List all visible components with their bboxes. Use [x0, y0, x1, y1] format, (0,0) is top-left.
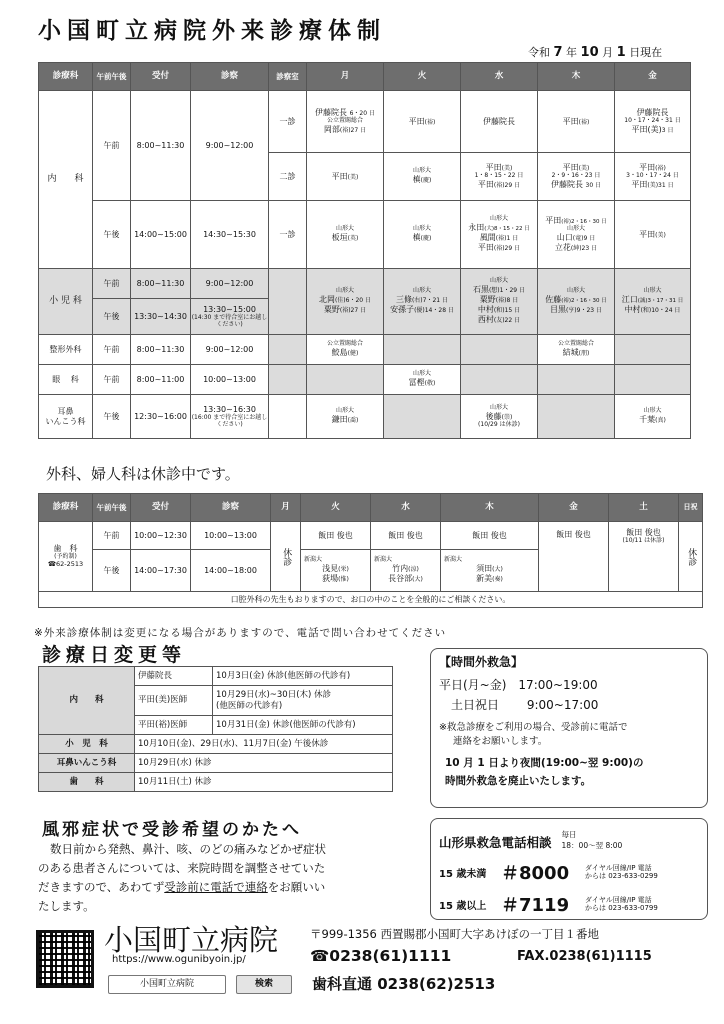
- header-reception: 受付: [131, 63, 191, 91]
- cell-n1-mon: 伊藤院長 6・20 日 公立置賜総合 岡部(裕)27 日: [307, 91, 384, 153]
- cell-empty: [538, 365, 615, 395]
- reception-time: 8:00~11:00: [131, 365, 191, 395]
- ampm-am: 午前: [93, 522, 131, 550]
- chg-who: 平田(裕)医師: [135, 716, 213, 735]
- reception-time: 14:00~15:00: [131, 201, 191, 269]
- emergency-note-2: 連絡をお願いします。: [453, 736, 548, 747]
- ampm-pm: 午後: [93, 299, 131, 335]
- dept-ent: 耳鼻 いんこう科: [39, 395, 93, 439]
- emergency-notice-1: 10 月 1 日より夜間(19:00~翌 9:00)の: [445, 757, 644, 769]
- emergency-notice-2: 時間外救急を廃止いたします。: [445, 775, 592, 787]
- reception-time: 12:30~16:00: [131, 395, 191, 439]
- reception-time: 10:00~12:30: [131, 522, 191, 550]
- dental-am-tue: 飯田 俊也: [301, 522, 371, 550]
- cell-j-mon: 山形大 鎌田(喬): [307, 395, 384, 439]
- changes-title: 診療日変更等: [42, 644, 187, 666]
- cell-s-thu: 山形大 佐藤(裕)2・16・30 日 目黒(亨)9・23 日: [538, 269, 615, 335]
- consult-line-label: ダイヤル回線/IP 電話: [585, 895, 652, 904]
- cell-j-fri: 山形大 千葉(真): [615, 395, 691, 439]
- cell-n2-wed: 平田(美) 1・8・15・22 日 平田(裕)29 日: [461, 153, 538, 201]
- emergency-note-1: ※救急診療をご利用の場合、受診前に電話で: [439, 722, 628, 733]
- emergency-weekday: 平日(月~金) 17:00~19:00: [439, 678, 598, 692]
- exam-time: 9:00~12:00: [191, 269, 269, 299]
- as-of-date: 令和 7 年 10 月 1 日現在: [528, 45, 663, 60]
- schedule-change-warning: ※外来診療体制は変更になる場合がありますので、電話で問い合わせてください: [34, 627, 447, 639]
- cell-s-mon: 山形大 北岡(佳)6・20 日 粟野(裕)27 日: [307, 269, 384, 335]
- cell-np-wed: 山形大 永田(大)8・15・22 日 風間(裕)1 日 平田(裕)29 日: [461, 201, 538, 269]
- consult-over-15: 15 歳以上: [439, 900, 487, 912]
- chg-who: 平田(美)医師: [135, 686, 213, 716]
- header-tue: 火: [384, 63, 461, 91]
- cell-n1-wed: 伊藤院長: [461, 91, 538, 153]
- changes-table: [38, 666, 393, 792]
- room-label: 一診: [269, 91, 307, 153]
- dental-mon-closed: 休診: [271, 522, 301, 592]
- dental-sun-closed: 休診: [679, 522, 703, 592]
- cell-empty: [461, 365, 538, 395]
- dental-header-wed: 水: [371, 494, 441, 522]
- cell-sk-mon: 公立置賜総合 鮫島(健): [307, 335, 384, 365]
- dept-ophthalmology: 眼 科: [39, 365, 93, 395]
- cell-empty: [615, 335, 691, 365]
- cell-n2-tue: 山形大 槙(慶): [384, 153, 461, 201]
- ampm-pm: 午後: [93, 550, 131, 592]
- cell-n2-fri: 平田(裕) 3・10・17・24 日 平田(美)31 日: [615, 153, 691, 201]
- cell-empty: [538, 395, 615, 439]
- dental-header-fri: 金: [539, 494, 609, 522]
- cell-empty: [615, 365, 691, 395]
- dental-fri: 飯田 俊也: [539, 522, 609, 592]
- dental-pm-thu: 新潟大 須田(大) 新美(奏): [441, 550, 539, 592]
- hospital-url[interactable]: https://www.ogunibyoin.jp/: [112, 954, 246, 965]
- reception-time: 8:00~11:30: [131, 91, 191, 201]
- dental-pm-wed: 新潟大 竹内(涼) 長谷部(大): [371, 550, 441, 592]
- hospital-tel: ☎0238(61)1111: [310, 947, 452, 965]
- ampm-am: 午前: [93, 269, 131, 299]
- chg-dept-pediatrics: 小 児 科: [39, 735, 135, 754]
- chg-detail: 10月11日(土) 休診: [135, 773, 393, 792]
- qr-code-icon[interactable]: [36, 930, 94, 988]
- consult-line-label: ダイヤル回線/IP 電話: [585, 863, 652, 872]
- after-hours-emergency-box: [430, 648, 708, 808]
- header-wed: 水: [461, 63, 538, 91]
- cell-g-tue: 山形大 冨樫(敬): [384, 365, 461, 395]
- header-dept: 診療科: [39, 63, 93, 91]
- dental-header-sat: 土: [609, 494, 679, 522]
- hospital-name: 小国町立病院: [104, 923, 279, 957]
- room-empty: [269, 395, 307, 439]
- chg-dept-internal: 内 科: [39, 667, 135, 735]
- consult-hours: 18：00～翌 8:00: [561, 841, 623, 850]
- dept-pediatrics: 小 児 科: [39, 269, 93, 335]
- chg-detail: 10月3日(金) 休診(他医師の代診有): [213, 667, 393, 686]
- chg-detail: 10月10日(金)、29日(水)、11月7日(金) 午後休診: [135, 735, 393, 754]
- dental-header-ampm: 午前午後: [93, 494, 131, 522]
- chg-dept-ent: 耳鼻いんこう科: [39, 754, 135, 773]
- dental-header-mon: 月: [271, 494, 301, 522]
- exam-time: 10:00~13:00: [191, 522, 271, 550]
- cell-n1-thu: 平田(裕): [538, 91, 615, 153]
- dental-header-reception: 受付: [131, 494, 191, 522]
- cell-empty: [384, 395, 461, 439]
- ampm-am: 午前: [93, 335, 131, 365]
- exam-time: 13:30~16:30 (16:00 まで待合室にお越しください): [191, 395, 269, 439]
- ampm-pm: 午後: [93, 395, 131, 439]
- cell-n2-thu: 平田(美) 2・9・16・23 日 伊藤院長 30 日: [538, 153, 615, 201]
- consult-under-15: 15 歳未満: [439, 868, 487, 880]
- header-fri: 金: [615, 63, 691, 91]
- exam-time: 14:30~15:30: [191, 201, 269, 269]
- chg-dept-dental: 歯 科: [39, 773, 135, 792]
- room-empty: [269, 365, 307, 395]
- cell-np-tue: 山形大 槙(慶): [384, 201, 461, 269]
- hospital-address: 〒999-1356 西置賜郡小国町大字あけぼの一丁目１番地: [310, 927, 600, 941]
- emergency-weekend: 土日祝日 9:00~17:00: [451, 698, 599, 712]
- ampm-pm: 午後: [93, 201, 131, 269]
- dental-header-sun: 日祝: [679, 494, 703, 522]
- header-ampm: 午前午後: [93, 63, 131, 91]
- room-empty: [269, 269, 307, 335]
- cell-j-wed: 山形大 後藤(崇) (10/29 は休診): [461, 395, 538, 439]
- cell-n2-mon: 平田(美): [307, 153, 384, 201]
- consult-8000: ＃8000: [501, 863, 570, 884]
- dental-header-exam: 診察: [191, 494, 271, 522]
- cell-n1-fri: 伊藤院長 10・17・24・31 日 平田(美)3 日: [615, 91, 691, 153]
- exam-time: 13:30~15:00 (14:30 まで待合室にお越しください): [191, 299, 269, 335]
- chg-detail: 10月31日(金) 休診(他医師の代診有): [213, 716, 393, 735]
- cell-empty: [307, 365, 384, 395]
- exam-time: 9:00~12:00: [191, 91, 269, 201]
- emergency-phone-consult-box: [430, 818, 708, 920]
- exam-time: 10:00~13:00: [191, 365, 269, 395]
- outpatient-schedule-table: [38, 62, 691, 439]
- dept-orthopedics: 整形外科: [39, 335, 93, 365]
- reception-time: 8:00~11:30: [131, 335, 191, 365]
- exam-time: 14:00~18:00: [191, 550, 271, 592]
- closed-departments-note: 外科、婦人科は休診中です。: [46, 465, 240, 483]
- cell-empty: [461, 335, 538, 365]
- reception-time: 14:00~17:30: [131, 550, 191, 592]
- chg-detail: 10月29日(水) 休診: [135, 754, 393, 773]
- cold-symptoms-text: 数日前から発熱、鼻汁、咳、のどの痛みなどかぜ症状 のある患者さんについては、来院時間を調整させていた だきますので、あわてず受診前に電話で連絡をお願いい たします。: [38, 842, 326, 913]
- cell-n1-tue: 平田(裕): [384, 91, 461, 153]
- cell-empty: [384, 335, 461, 365]
- page-title: 小国町立病院外来診療体制: [38, 18, 386, 44]
- dental-am-wed: 飯田 俊也: [371, 522, 441, 550]
- exam-time: 9:00~12:00: [191, 335, 269, 365]
- cell-np-thu: 平田(裕)2・16・30 日 山形大 山口(竜)9 日 立花(紳)23 日: [538, 201, 615, 269]
- hospital-fax: FAX.0238(61)1115: [517, 949, 652, 964]
- reception-time: 8:00~11:30: [131, 269, 191, 299]
- cell-np-mon: 山形大 板垣(英): [307, 201, 384, 269]
- emergency-title: 【時間外救急】: [439, 655, 524, 669]
- dental-sat: 飯田 俊也 (10/11 は休診): [609, 522, 679, 592]
- header-mon: 月: [307, 63, 384, 91]
- dental-footer-note: 口腔外科の先生もおりますので、お口の中のことを全般的にご相談ください。: [39, 592, 703, 608]
- dept-dental: 歯 科 (予約制) ☎62-2513: [39, 522, 93, 592]
- header-thu: 木: [538, 63, 615, 91]
- dental-header-thu: 木: [441, 494, 539, 522]
- dental-header-dept: 診療科: [39, 494, 93, 522]
- room-label: 二診: [269, 153, 307, 201]
- cold-symptoms-title: 風邪症状で受診希望のかたへ: [42, 820, 302, 840]
- search-button[interactable]: 検索: [236, 975, 292, 994]
- room-empty: [269, 335, 307, 365]
- cell-sk-thu: 公立置賜総合 結城(朋): [538, 335, 615, 365]
- chg-detail: 10月29日(水)~30日(木) 休診 (他医師の代診有): [213, 686, 393, 716]
- consult-hours-label: 毎日: [561, 830, 577, 839]
- search-input[interactable]: 小国町立病院: [108, 975, 226, 994]
- header-exam: 診察: [191, 63, 269, 91]
- reception-time: 13:30~14:30: [131, 299, 191, 335]
- cell-s-wed: 山形大 石黒(想)1・29 日 粟野(裕)8 日 中村(和)15 日 西村(友)22 日: [461, 269, 538, 335]
- consult-line-number: からは 023-633-0799: [585, 904, 658, 912]
- chg-who: 伊藤院長: [135, 667, 213, 686]
- consult-7119: ＃7119: [501, 895, 570, 916]
- ampm-am: 午前: [93, 365, 131, 395]
- ampm-am: 午前: [93, 91, 131, 201]
- room-label: 一診: [269, 201, 307, 269]
- dental-header-tue: 火: [301, 494, 371, 522]
- dept-internal: 内 科: [39, 91, 93, 269]
- header-room: 診察室: [269, 63, 307, 91]
- consult-title: 山形県救急電話相談: [439, 835, 552, 850]
- dental-pm-tue: 新潟大 浅見(栄) 荻場(惟): [301, 550, 371, 592]
- dental-direct-tel: 歯科直通 0238(62)2513: [312, 975, 496, 993]
- cell-s-tue: 山形大 三條(右)7・21 日 安孫子(優)14・28 日: [384, 269, 461, 335]
- cell-s-fri: 山形大 江口(誠)3・17・31 日 中村(和)10・24 日: [615, 269, 691, 335]
- cell-np-fri: 平田(美): [615, 201, 691, 269]
- dental-schedule-table: [38, 493, 703, 608]
- consult-line-number: からは 023-633-0299: [585, 872, 658, 880]
- dental-am-thu: 飯田 俊也: [441, 522, 539, 550]
